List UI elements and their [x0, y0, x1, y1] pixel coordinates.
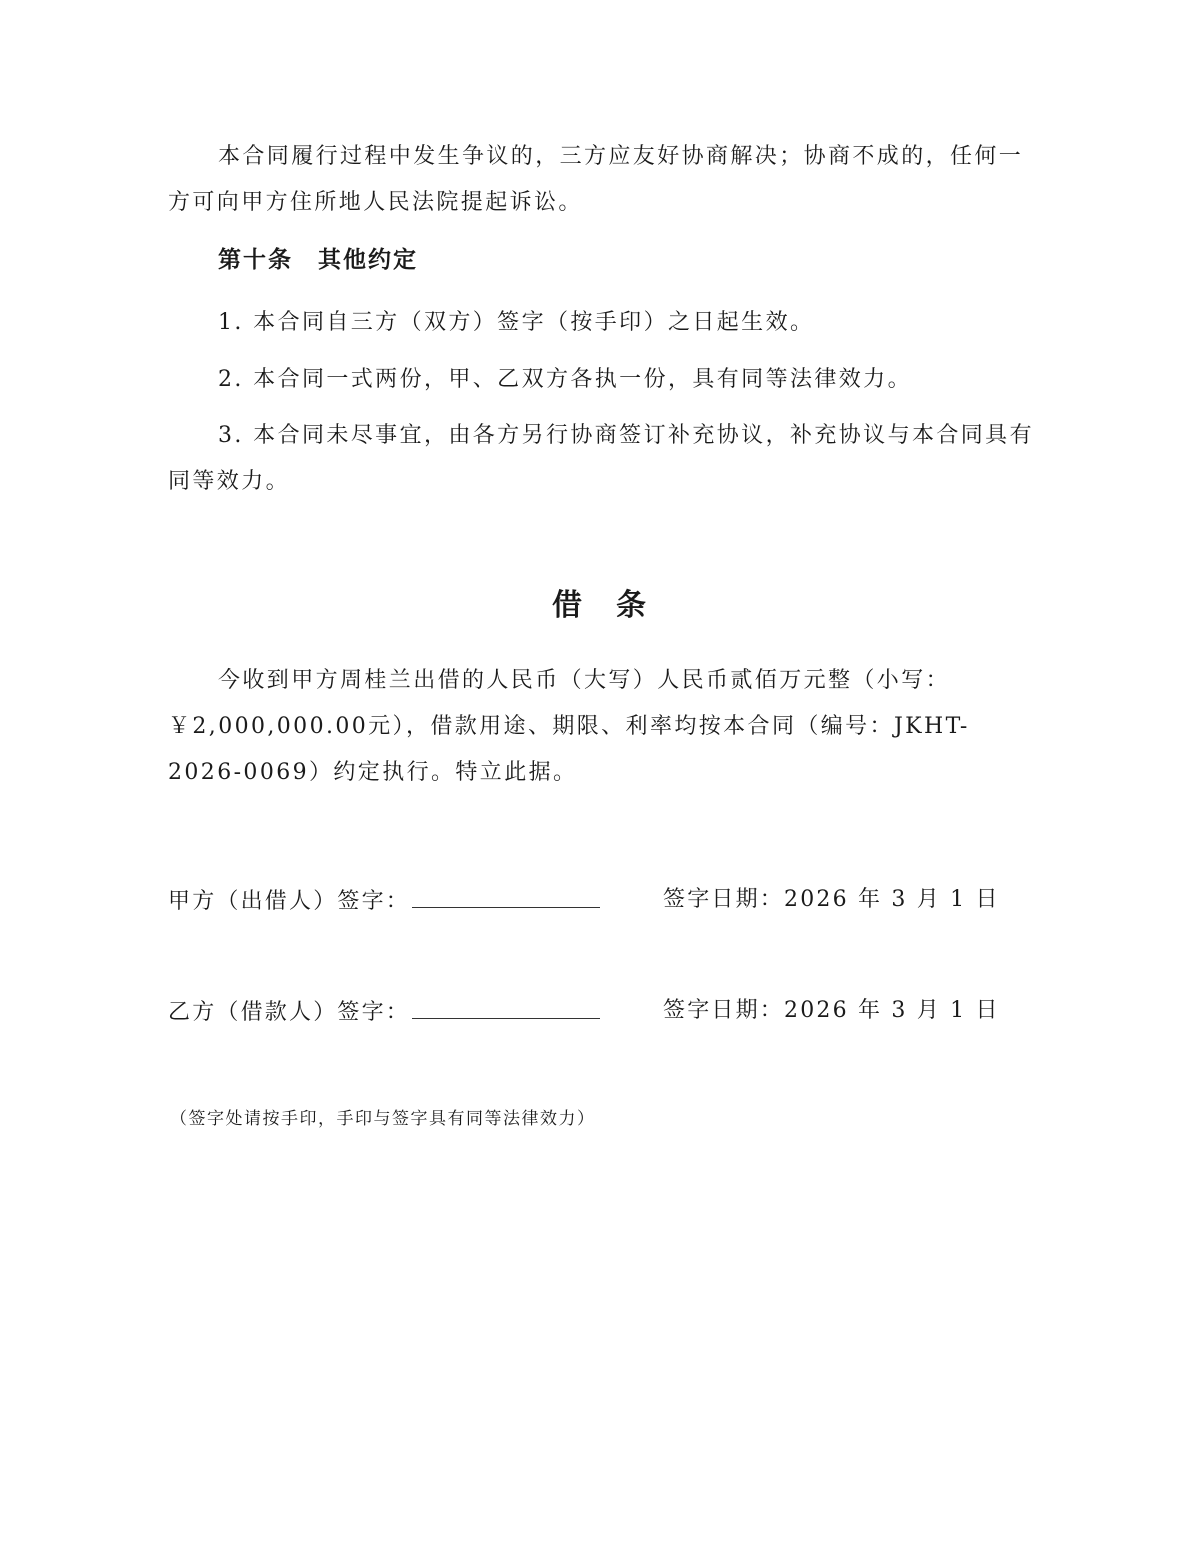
lender-signature-date: 签字日期：2026 年 3 月 1 日 [663, 887, 1000, 912]
fingerprint-note: （签字处请按手印，手印与签字具有同等法律效力） [170, 1109, 596, 1129]
dispute-clause-paragraph: 本合同履行过程中发生争议的，三方应友好协商解决；协商不成的，任何一方可向甲方住所地人民法院提起诉讼。 [168, 144, 1024, 215]
article-10-heading: 第十条 其他约定 [218, 246, 418, 273]
lender-signature-line [412, 885, 600, 908]
article-10-item-2: 2. 本合同一式两份，甲、乙双方各执一份，具有同等法律效力。 [218, 367, 912, 392]
borrower-signature-label: 乙方（借款人）签字： [168, 1000, 411, 1025]
article-10-item-1: 1. 本合同自三方（双方）签字（按手印）之日起生效。 [218, 310, 815, 335]
borrower-signature-line [412, 996, 600, 1019]
iou-title: 借 条 [552, 588, 648, 623]
signature-row-lender [168, 885, 1068, 917]
lender-signature-label: 甲方（出借人）签字： [168, 889, 411, 914]
article-10-item-3: 3. 本合同未尽事宜，由各方另行协商签订补充协议，补充协议与本合同具有同等效力。 [168, 423, 1034, 494]
borrower-signature-date: 签字日期：2026 年 3 月 1 日 [663, 998, 1000, 1023]
iou-body-paragraph: 今收到甲方周桂兰出借的人民币（大写）人民币贰佰万元整（小写：￥2,000,000.00元），借款用途、期限、利率均按本合同（编号：JKHT-2026-0069）约定执行。特立此据。 [168, 668, 970, 785]
signature-row-borrower [168, 996, 1068, 1028]
